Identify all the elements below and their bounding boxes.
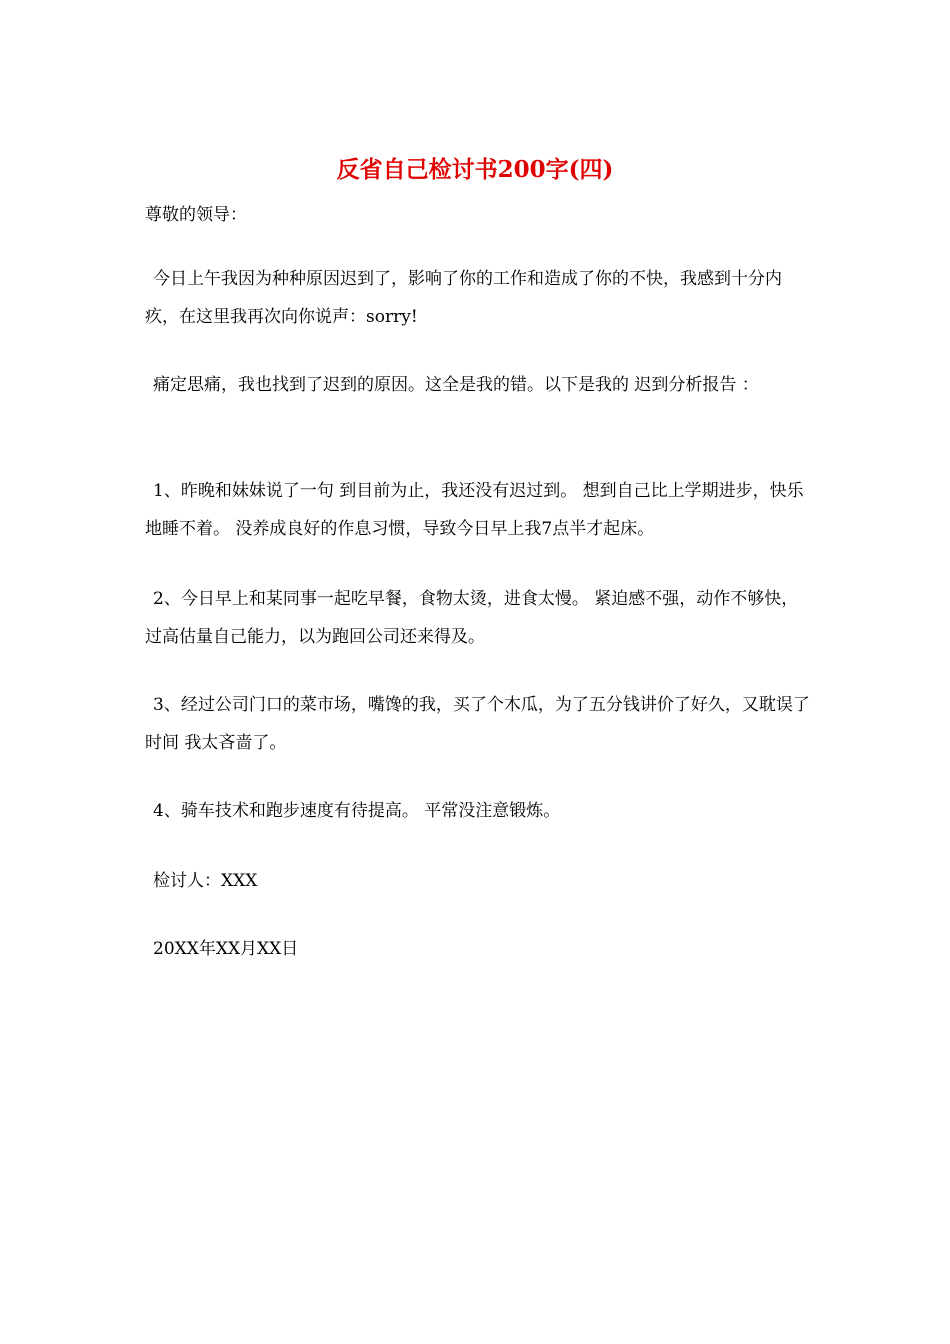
salutation: 尊敬的领导： [145, 205, 247, 225]
paragraph-apology: 今日上午我因为种种原因迟到了，影响了你的工作和造成了你的不快，我感到十分内疚，在这里我再次向你说声：sorry! [145, 269, 782, 327]
paragraph-reason-1: 1、昨晚和妹妹说了一句 到目前为止，我还没有迟过到。 想到自己比上学期进步，快乐地睡不着。 没养成良好的作息习惯，导致今日早上我7点半才起床。 [145, 481, 804, 539]
document-title: 反省自己检讨书200字(四) [336, 156, 614, 183]
paragraph-reason-3: 3、经过公司门口的菜市场，嘴馋的我，买了个木瓜，为了五分钱讲价了好久，又耽误了时间 我太吝啬了。 [145, 695, 810, 753]
paragraph-reflection: 痛定思痛，我也找到了迟到的原因。这全是我的错。以下是我的 迟到分析报告 ： [153, 375, 759, 395]
date-line: 20XX年XX月XX日 [153, 939, 299, 959]
signer-line: 检讨人：XXX [153, 871, 258, 891]
paragraph-reason-4: 4、骑车技术和跑步速度有待提高。 平常没注意锻炼。 [153, 801, 561, 821]
paragraph-reason-2: 2、今日早上和某同事一起吃早餐，食物太烫，进食太慢。 紧迫感不强，动作不够快，过高估量自己能力，以为跑回公司还来得及。 [145, 589, 799, 647]
